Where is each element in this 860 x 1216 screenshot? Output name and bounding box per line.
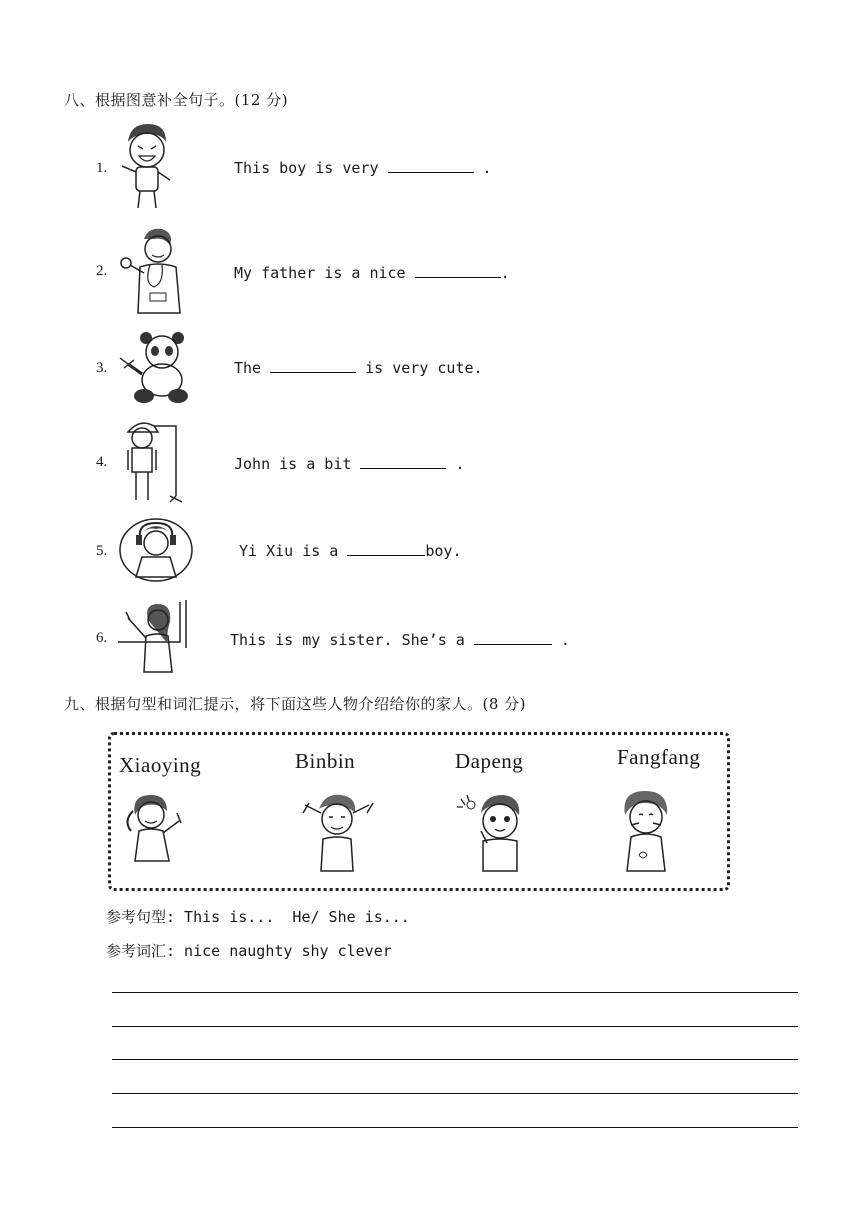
sentence-start: John is a bit: [234, 455, 361, 473]
question-number: 2.: [96, 263, 108, 279]
answer-line-1[interactable]: [112, 992, 798, 993]
sentence: [239, 541, 462, 560]
sentence-start: My father is a nice: [234, 264, 415, 282]
sentence-start: The: [234, 359, 271, 377]
sentence-end: .: [473, 159, 492, 177]
boy-laughing-icon: [114, 120, 178, 214]
question-item-3: [96, 330, 796, 420]
question-item-6: [96, 598, 796, 688]
teacher-blackboard-icon: [114, 598, 192, 680]
sentence-start: This is my sister. She’s a: [230, 631, 474, 649]
sentence: [234, 263, 510, 282]
question-item-5: [96, 517, 796, 607]
sentence-start: Yi Xiu is a: [239, 542, 348, 560]
answer-blank-2[interactable]: [415, 263, 501, 278]
reference-sentence-pattern: 参考句型: This is... He/ She is...: [106, 908, 410, 926]
sentence: [234, 454, 465, 473]
sentence: [234, 158, 492, 177]
question-number: 5.: [96, 543, 108, 559]
question-item-4: [96, 418, 796, 508]
answer-line-5[interactable]: [112, 1127, 798, 1128]
character-name: Xiaoying: [119, 753, 202, 777]
question-number: 4.: [96, 454, 108, 470]
panda-icon: [114, 330, 194, 410]
reference-vocabulary: 参考词汇: nice naughty shy clever: [106, 942, 392, 960]
boy-with-headphones-icon: [118, 517, 194, 587]
answer-blank-3[interactable]: [270, 358, 356, 373]
question-item-2: [96, 225, 796, 315]
sentence-end: .: [551, 631, 570, 649]
tall-boy-measured-icon: [114, 418, 186, 508]
answer-line-3[interactable]: [112, 1059, 798, 1060]
sentence-end: .: [500, 264, 510, 282]
boy-making-faces-icon: [295, 791, 375, 879]
sentence-end: .: [446, 455, 465, 473]
question-item-1: [96, 120, 796, 210]
answer-blank-1[interactable]: [388, 158, 474, 173]
sentence-end: is very cute.: [356, 359, 483, 377]
answer-blank-5[interactable]: [347, 541, 425, 556]
sentence: [230, 630, 570, 649]
answer-blank-6[interactable]: [474, 630, 552, 645]
sentence: [234, 358, 483, 377]
doctor-stethoscope-icon: [114, 225, 194, 321]
question-number: 3.: [96, 360, 108, 376]
answer-blank-4[interactable]: [360, 454, 446, 469]
girl-waving-icon: [123, 791, 189, 875]
question-number: 1.: [96, 160, 108, 176]
character-name: Binbin: [295, 749, 356, 773]
section-9-title: 九、根据句型和词汇提示，将下面这些人物介绍给你的家人。(8 分): [64, 695, 527, 713]
sentence-end: boy.: [425, 542, 462, 560]
girl-shy-icon: [611, 787, 681, 879]
question-number: 6.: [96, 630, 108, 646]
characters-frame: [108, 732, 730, 891]
sentence-start: This boy is very: [234, 159, 388, 177]
boy-idea-icon: [455, 791, 535, 879]
character-name: Fangfang: [617, 745, 701, 769]
character-name: Dapeng: [455, 749, 524, 773]
answer-line-2[interactable]: [112, 1026, 798, 1027]
section-8-title: 八、根据图意补全句子。(12 分): [64, 91, 289, 109]
answer-line-4[interactable]: [112, 1093, 798, 1094]
